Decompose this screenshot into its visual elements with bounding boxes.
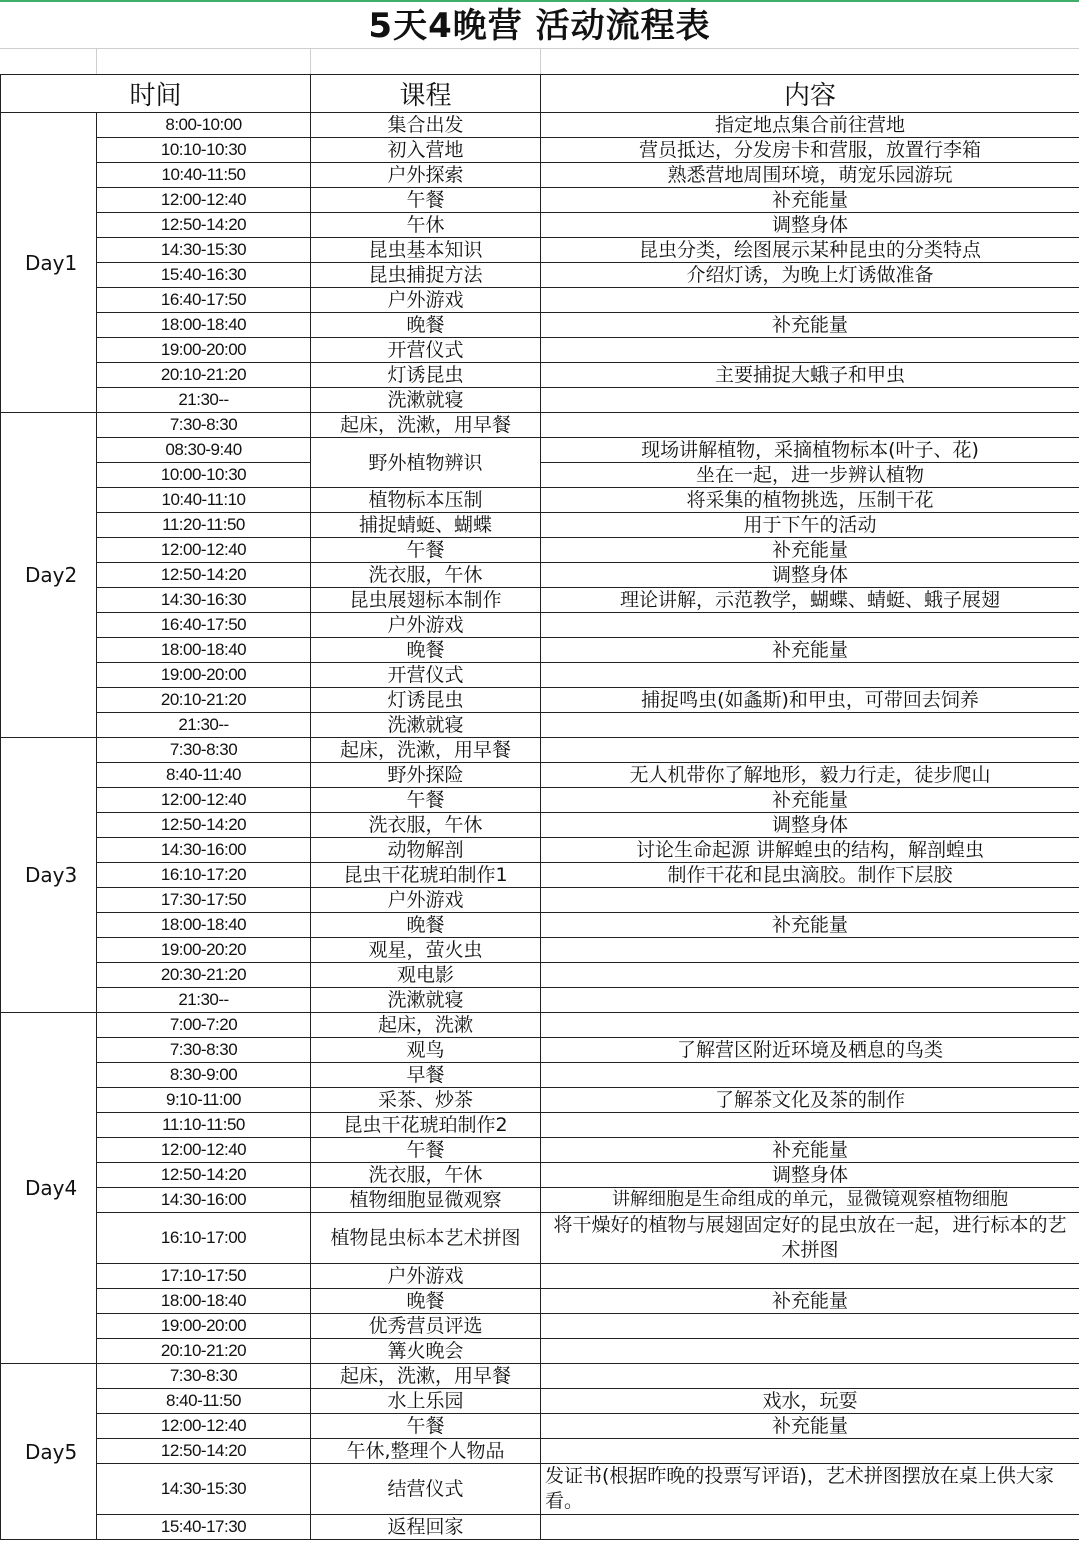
table-row [1,988,1079,1013]
course-cell: 植物昆虫标本艺术拼图 [311,1213,541,1264]
course-cell: 户外游戏 [311,888,541,913]
time-cell: 15:40-16:30 [97,263,311,288]
content-cell: 营员抵达，分发房卡和营服，放置行李箱 [541,138,1079,163]
course-cell: 返程回家 [311,1515,541,1540]
content-cell: 了解茶文化及茶的制作 [541,1088,1079,1113]
content-cell: 用于下午的活动 [541,513,1079,538]
content-cell [541,938,1079,963]
day-label: Day1 [1,113,97,413]
content-cell [541,663,1079,688]
time-cell: 12:50-14:20 [97,563,311,588]
table-row [1,1389,1079,1414]
course-cell: 野外植物辨识 [311,438,541,488]
table-row [1,338,1079,363]
time-cell: 12:50-14:20 [97,1163,311,1188]
time-cell: 21:30-- [97,388,311,413]
content-cell: 无人机带你了解地形，毅力行走，徒步爬山 [541,763,1079,788]
content-cell [541,288,1079,313]
course-cell: 植物标本压制 [311,488,541,513]
table-row [1,113,1079,138]
blank-grid-row [0,48,1079,75]
time-cell: 8:30-9:00 [97,1063,311,1088]
content-cell [541,1113,1079,1138]
content-cell: 熟悉营地周围环境，萌宠乐园游玩 [541,163,1079,188]
content-cell: 制作干花和昆虫滴胶。制作下层胶 [541,863,1079,888]
table-row [1,1013,1079,1038]
table-row [1,888,1079,913]
table-row [1,263,1079,288]
content-cell: 主要捕捉大蛾子和甲虫 [541,363,1079,388]
content-cell: 补充能量 [541,1414,1079,1439]
time-cell: 7:30-8:30 [97,413,311,438]
course-cell: 洗衣服，午休 [311,813,541,838]
content-cell: 讲解细胞是生命组成的单元，显微镜观察植物细胞 [541,1188,1079,1213]
table-row [1,738,1079,763]
day-label: Day2 [1,413,97,738]
time-cell: 21:30-- [97,988,311,1013]
table-row [1,763,1079,788]
table-row [1,1163,1079,1188]
table-row [1,863,1079,888]
time-cell: 21:30-- [97,713,311,738]
course-cell: 野外探险 [311,763,541,788]
time-cell: 10:40-11:10 [97,488,311,513]
content-cell [541,388,1079,413]
content-cell: 戏水，玩耍 [541,1389,1079,1414]
course-cell: 午餐 [311,1414,541,1439]
table-row [1,213,1079,238]
course-cell: 户外游戏 [311,613,541,638]
course-cell: 洗衣服，午休 [311,563,541,588]
table-row [1,1088,1079,1113]
course-cell: 昆虫干花琥珀制作1 [311,863,541,888]
content-cell: 理论讲解，示范教学，蝴蝶、蜻蜓、蛾子展翅 [541,588,1079,613]
table-row [1,938,1079,963]
course-cell: 昆虫捕捉方法 [311,263,541,288]
course-cell: 动物解剖 [311,838,541,863]
content-cell: 补充能量 [541,188,1079,213]
course-cell: 植物细胞显微观察 [311,1188,541,1213]
course-cell: 初入营地 [311,138,541,163]
course-cell: 洗衣服，午休 [311,1163,541,1188]
course-cell: 开营仪式 [311,663,541,688]
time-cell: 16:40-17:50 [97,613,311,638]
table-row [1,438,1079,463]
table-row [1,563,1079,588]
time-cell: 12:50-14:20 [97,213,311,238]
table-row [1,1213,1079,1264]
content-cell: 补充能量 [541,313,1079,338]
time-cell: 08:30-9:40 [97,438,311,463]
course-cell: 观鸟 [311,1038,541,1063]
content-cell: 发证书(根据昨晚的投票写评语)，艺术拼图摆放在桌上供大家看。 [541,1464,1079,1515]
course-cell: 捕捉蜻蜓、蝴蝶 [311,513,541,538]
content-cell: 调整身体 [541,1163,1079,1188]
table-row [1,388,1079,413]
time-cell: 7:30-8:30 [97,1038,311,1063]
time-cell: 12:00-12:40 [97,1414,311,1439]
time-cell: 12:00-12:40 [97,788,311,813]
table-row [1,588,1079,613]
course-cell: 篝火晚会 [311,1339,541,1364]
time-cell: 14:30-15:30 [97,238,311,263]
content-cell: 补充能量 [541,1138,1079,1163]
course-cell: 洗漱就寝 [311,388,541,413]
table-row [1,1314,1079,1339]
time-cell: 16:10-17:20 [97,863,311,888]
course-cell: 起床，洗漱，用早餐 [311,1364,541,1389]
time-cell: 14:30-16:00 [97,838,311,863]
time-cell: 18:00-18:40 [97,313,311,338]
time-cell: 8:40-11:50 [97,1389,311,1414]
content-cell [541,963,1079,988]
table-row [1,238,1079,263]
time-cell: 7:00-7:20 [97,1013,311,1038]
table-row [1,313,1079,338]
course-cell: 洗漱就寝 [311,713,541,738]
time-cell: 15:40-17:30 [97,1515,311,1540]
course-cell: 晚餐 [311,313,541,338]
sheet-top-border [0,0,1079,2]
content-cell [541,413,1079,438]
course-cell: 午餐 [311,788,541,813]
content-cell [541,1013,1079,1038]
time-cell: 12:00-12:40 [97,188,311,213]
time-cell: 20:10-21:20 [97,363,311,388]
table-row [1,1113,1079,1138]
page-title: 5天4晚营 活动流程表 [368,6,711,46]
day-label: Day4 [1,1013,97,1364]
course-cell: 午餐 [311,1138,541,1163]
course-cell: 早餐 [311,1063,541,1088]
time-cell: 8:00-10:00 [97,113,311,138]
course-cell: 灯诱昆虫 [311,363,541,388]
day-label: Day5 [1,1364,97,1540]
content-cell: 调整身体 [541,813,1079,838]
time-cell: 12:50-14:20 [97,813,311,838]
content-cell [541,1063,1079,1088]
table-row [1,538,1079,563]
table-row [1,1464,1079,1515]
time-cell: 18:00-18:40 [97,638,311,663]
course-cell: 晚餐 [311,913,541,938]
content-cell: 调整身体 [541,563,1079,588]
table-row [1,963,1079,988]
content-cell [541,713,1079,738]
grid-line [540,49,541,75]
table-row [1,1138,1079,1163]
course-cell: 午餐 [311,188,541,213]
day-label: Day3 [1,738,97,1013]
table-row [1,688,1079,713]
table-row [1,488,1079,513]
schedule-table [0,74,1079,1540]
time-cell: 20:10-21:20 [97,1339,311,1364]
course-cell: 午休 [311,213,541,238]
grid-line [310,49,311,75]
table-row [1,288,1079,313]
table-row [1,1414,1079,1439]
content-cell [541,1364,1079,1389]
time-cell: 16:40-17:50 [97,288,311,313]
course-cell: 晚餐 [311,638,541,663]
header-content: 内容 [541,75,1079,113]
content-cell [541,1314,1079,1339]
course-cell: 结营仪式 [311,1464,541,1515]
course-cell: 起床，洗漱，用早餐 [311,738,541,763]
content-cell [541,988,1079,1013]
course-cell: 观电影 [311,963,541,988]
header-row [1,75,1079,113]
content-cell [541,1264,1079,1289]
table-row [1,1364,1079,1389]
content-cell: 讨论生命起源 讲解蝗虫的结构，解剖蝗虫 [541,838,1079,863]
table-row [1,1063,1079,1088]
table-row [1,163,1079,188]
course-cell: 优秀营员评选 [311,1314,541,1339]
header-course: 课程 [311,75,541,113]
content-cell [541,1339,1079,1364]
content-cell: 捕捉鸣虫(如螽斯)和甲虫，可带回去饲养 [541,688,1079,713]
table-row [1,838,1079,863]
course-cell: 户外探索 [311,163,541,188]
time-cell: 14:30-16:30 [97,588,311,613]
course-cell: 灯诱昆虫 [311,688,541,713]
content-cell: 补充能量 [541,638,1079,663]
time-cell: 10:40-11:50 [97,163,311,188]
course-cell: 昆虫干花琥珀制作2 [311,1113,541,1138]
grid-line [96,49,97,75]
table-row [1,1339,1079,1364]
content-cell: 坐在一起，进一步辨认植物 [541,463,1079,488]
content-cell [541,888,1079,913]
time-cell: 19:00-20:20 [97,938,311,963]
course-cell: 午餐 [311,538,541,563]
content-cell [541,338,1079,363]
content-cell: 指定地点集合前往营地 [541,113,1079,138]
content-cell: 调整身体 [541,213,1079,238]
course-cell: 采茶、炒茶 [311,1088,541,1113]
content-cell: 补充能量 [541,913,1079,938]
content-cell: 介绍灯诱，为晚上灯诱做准备 [541,263,1079,288]
time-cell: 12:50-14:20 [97,1439,311,1464]
table-row [1,188,1079,213]
table-row [1,638,1079,663]
table-row [1,813,1079,838]
content-cell: 了解营区附近环境及栖息的鸟类 [541,1038,1079,1063]
table-row [1,663,1079,688]
content-cell [541,738,1079,763]
time-cell: 10:00-10:30 [97,463,311,488]
course-cell: 午休,整理个人物品 [311,1439,541,1464]
table-row [1,1188,1079,1213]
table-row [1,1264,1079,1289]
time-cell: 7:30-8:30 [97,1364,311,1389]
content-cell: 补充能量 [541,1289,1079,1314]
content-cell [541,613,1079,638]
table-row [1,1515,1079,1540]
table-row [1,713,1079,738]
time-cell: 18:00-18:40 [97,1289,311,1314]
table-row [1,463,1079,488]
course-cell: 昆虫基本知识 [311,238,541,263]
time-cell: 12:00-12:40 [97,1138,311,1163]
content-cell: 将干燥好的植物与展翅固定好的昆虫放在一起，进行标本的艺术拼图 [541,1213,1079,1264]
time-cell: 9:10-11:00 [97,1088,311,1113]
table-row [1,1038,1079,1063]
content-cell [541,1439,1079,1464]
course-cell: 洗漱就寝 [311,988,541,1013]
time-cell: 19:00-20:00 [97,663,311,688]
time-cell: 7:30-8:30 [97,738,311,763]
content-cell: 将采集的植物挑选，压制干花 [541,488,1079,513]
content-cell: 现场讲解植物，采摘植物标本(叶子、花) [541,438,1079,463]
content-cell: 补充能量 [541,788,1079,813]
table-row [1,138,1079,163]
time-cell: 14:30-16:00 [97,1188,311,1213]
course-cell: 起床，洗漱，用早餐 [311,413,541,438]
time-cell: 11:10-11:50 [97,1113,311,1138]
time-cell: 19:00-20:00 [97,1314,311,1339]
table-row [1,1439,1079,1464]
course-cell: 开营仪式 [311,338,541,363]
course-cell: 户外游戏 [311,288,541,313]
time-cell: 20:10-21:20 [97,688,311,713]
course-cell: 集合出发 [311,113,541,138]
time-cell: 19:00-20:00 [97,338,311,363]
schedule-body [1,113,1079,1540]
content-cell: 补充能量 [541,538,1079,563]
content-cell: 昆虫分类，绘图展示某种昆虫的分类特点 [541,238,1079,263]
table-row [1,613,1079,638]
time-cell: 17:30-17:50 [97,888,311,913]
table-row [1,788,1079,813]
time-cell: 20:30-21:20 [97,963,311,988]
course-cell: 观星，萤火虫 [311,938,541,963]
course-cell: 起床，洗漱 [311,1013,541,1038]
time-cell: 16:10-17:00 [97,1213,311,1264]
course-cell: 水上乐园 [311,1389,541,1414]
time-cell: 17:10-17:50 [97,1264,311,1289]
table-row [1,1289,1079,1314]
table-row [1,363,1079,388]
content-cell [541,1515,1079,1540]
course-cell: 晚餐 [311,1289,541,1314]
time-cell: 10:10-10:30 [97,138,311,163]
table-row [1,513,1079,538]
table-row [1,413,1079,438]
course-cell: 昆虫展翅标本制作 [311,588,541,613]
header-time: 时间 [1,75,311,113]
table-row [1,913,1079,938]
time-cell: 11:20-11:50 [97,513,311,538]
time-cell: 18:00-18:40 [97,913,311,938]
time-cell: 14:30-15:30 [97,1464,311,1515]
time-cell: 12:00-12:40 [97,538,311,563]
course-cell: 户外游戏 [311,1264,541,1289]
time-cell: 8:40-11:40 [97,763,311,788]
